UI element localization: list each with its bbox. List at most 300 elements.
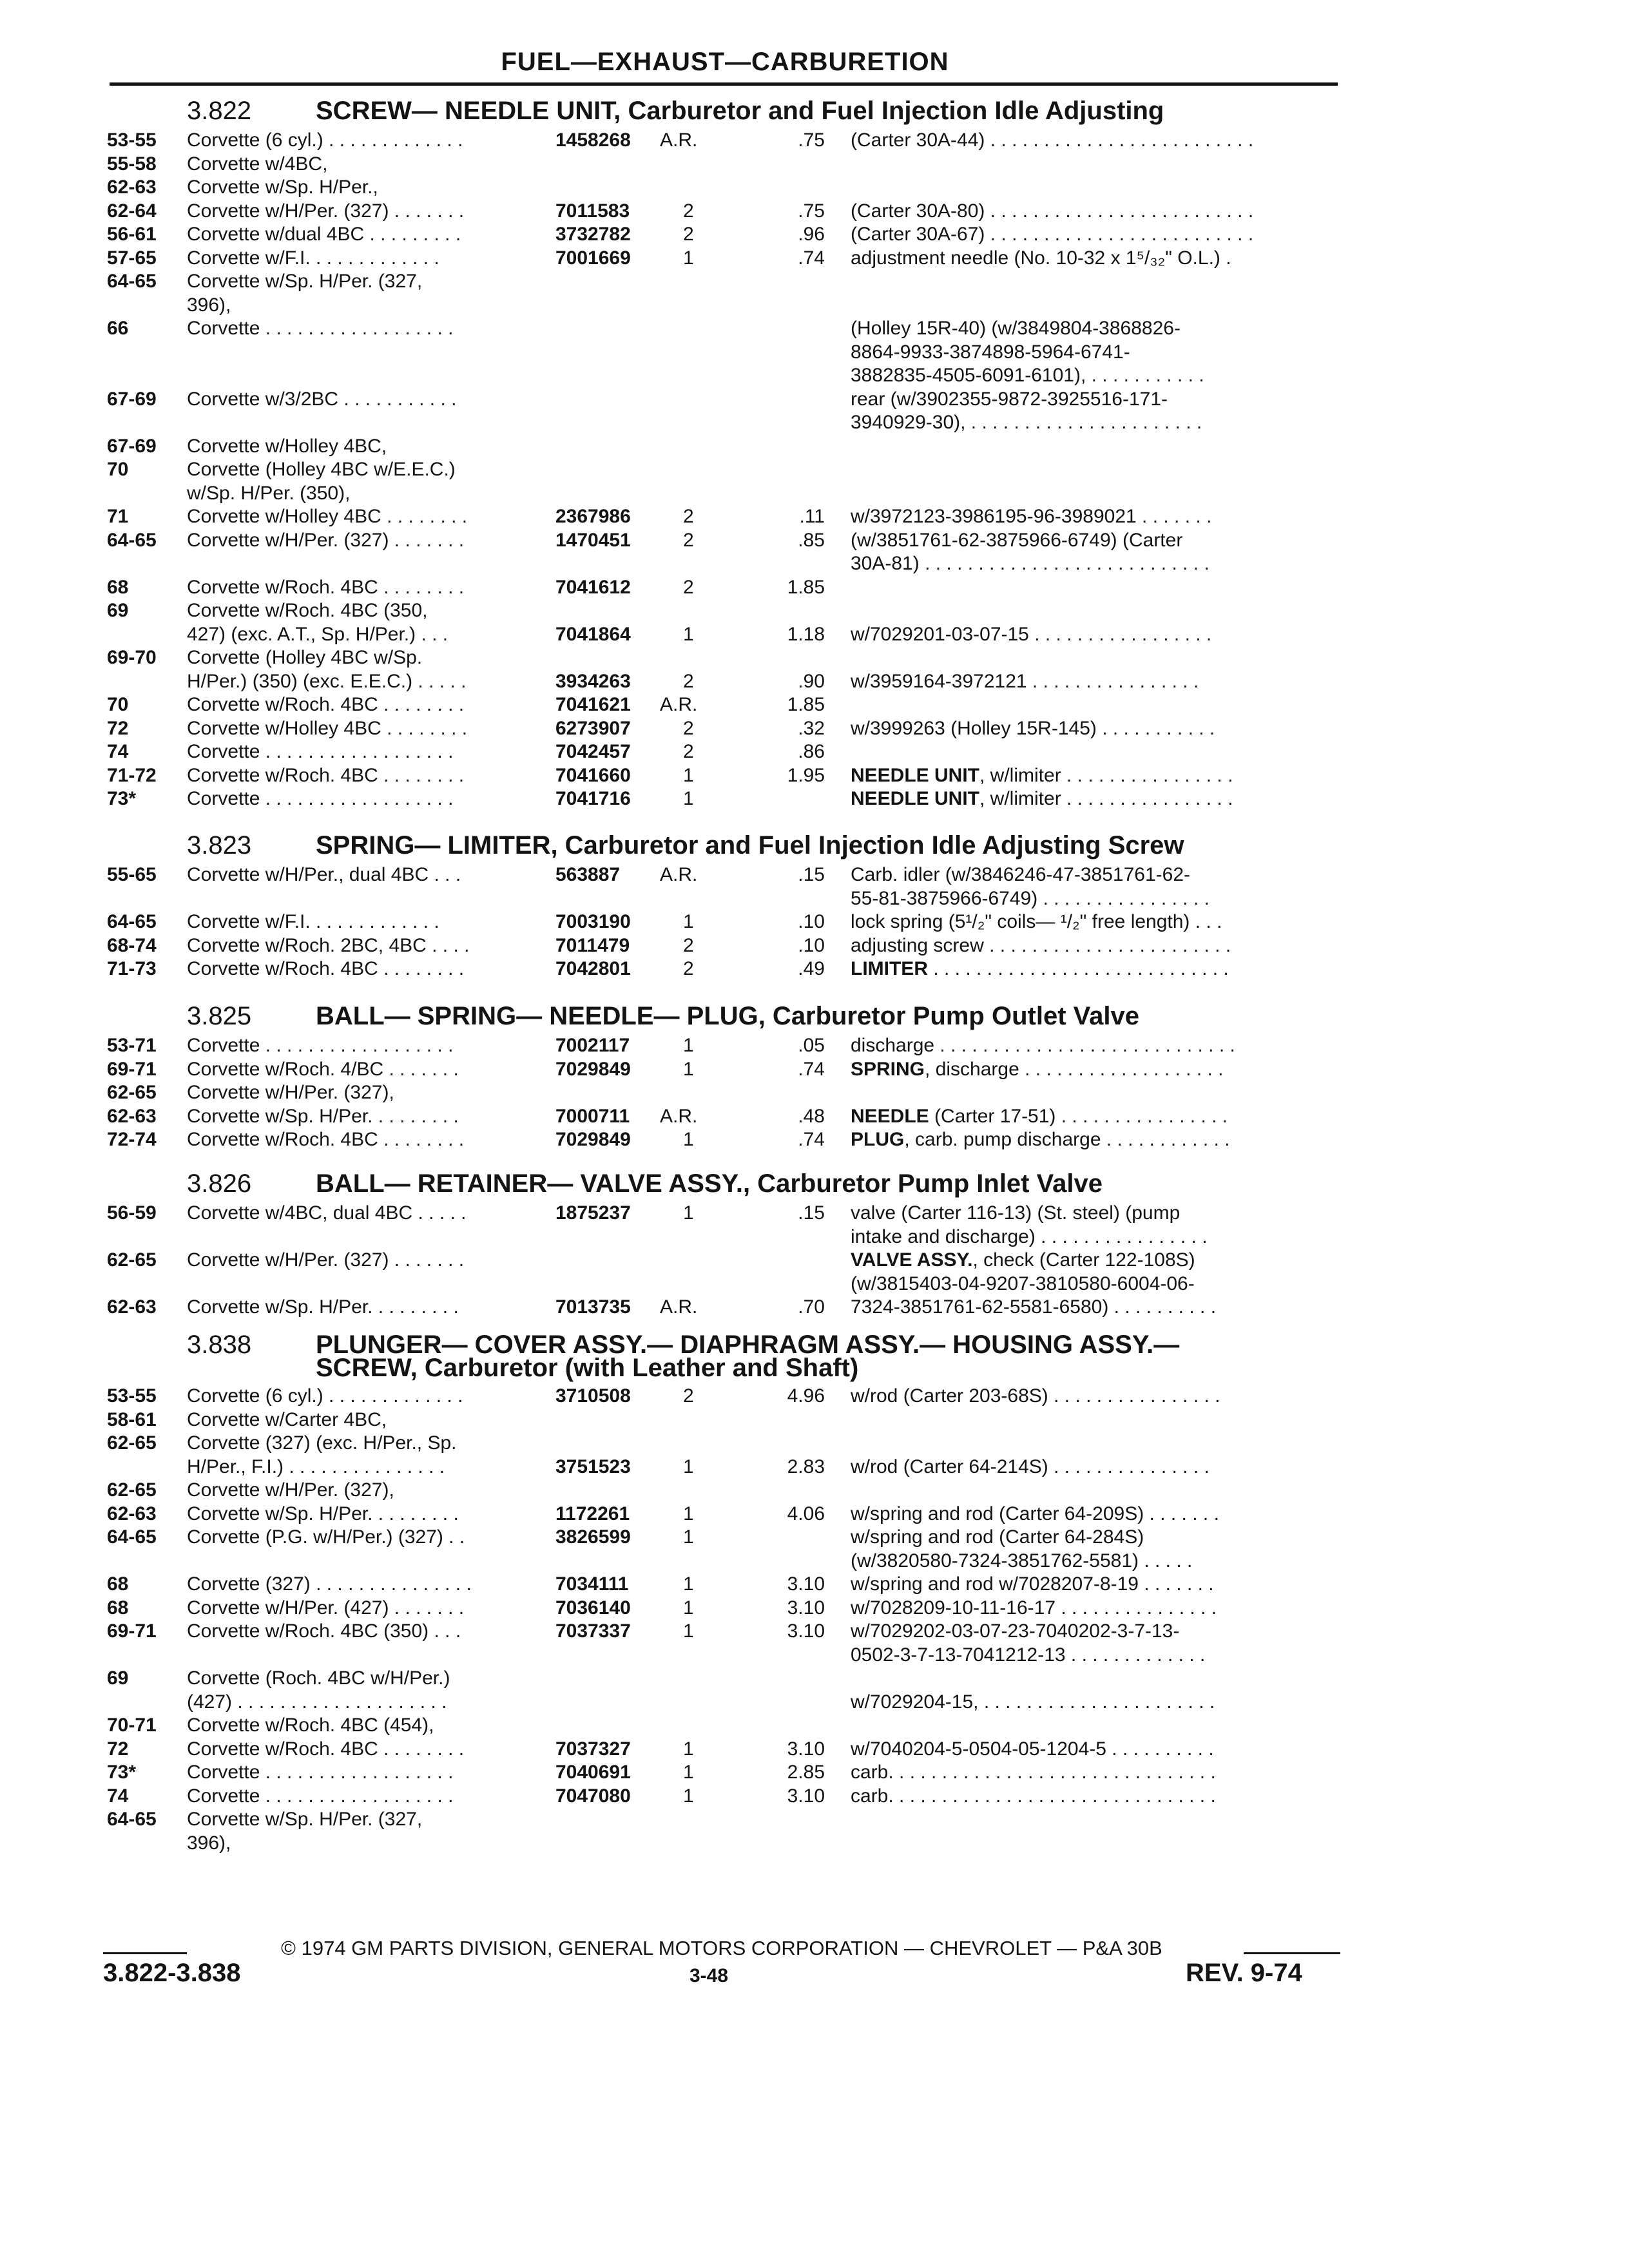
part-note: adjusting screw . . . . . . . . . . . . . . . . . . . . . . . [851, 934, 1231, 956]
part-row [0, 200, 1629, 223]
model-years: 56-59 [107, 1202, 157, 1224]
model-years: 68 [107, 1597, 129, 1619]
model-years: 62-65 [107, 1082, 157, 1103]
quantity: 1 [683, 1503, 694, 1524]
page-header: FUEL—EXHAUST—CARBURETION [501, 48, 949, 76]
part-note: w/rod (Carter 64-214S) . . . . . . . . . . . . . . . [851, 1456, 1210, 1477]
model-years: 69-71 [107, 1620, 157, 1642]
model-years: 64-65 [107, 911, 157, 932]
application: Corvette . . . . . . . . . . . . . . . . . . [187, 318, 454, 339]
part-note: PLUG, carb. pump discharge . . . . . . . . . . . . [851, 1129, 1230, 1150]
application: Corvette . . . . . . . . . . . . . . . . . . [187, 1762, 454, 1783]
model-years: 67-69 [107, 435, 157, 457]
part-row [0, 1597, 1629, 1620]
part-note: (w/3851761-62-3875966-6749) (Carter [851, 529, 1183, 551]
part-row [0, 910, 1629, 934]
list-price: 2.83 [787, 1456, 825, 1477]
model-years: 64-65 [107, 1526, 157, 1548]
application: Corvette w/3/2BC . . . . . . . . . . . [187, 388, 457, 410]
application: Corvette w/Sp. H/Per. . . . . . . . . [187, 1105, 459, 1127]
part-number: 7000711 [555, 1105, 630, 1127]
part-number: 7041621 [555, 694, 631, 715]
application: Corvette w/F.I. . . . . . . . . . . . . [187, 247, 439, 269]
application: Corvette (Roch. 4BC w/H/Per.) [187, 1667, 450, 1689]
application: Corvette w/Holley 4BC . . . . . . . . [187, 717, 468, 739]
application: H/Per.) (350) (exc. E.E.C.) . . . . . [187, 670, 467, 692]
list-price: 4.96 [787, 1385, 825, 1407]
list-price: .75 [798, 130, 825, 151]
model-years: 53-71 [107, 1035, 157, 1056]
application: Corvette . . . . . . . . . . . . . . . . . . [187, 1785, 454, 1807]
part-row [0, 1456, 1629, 1479]
part-number: 7034111 [555, 1573, 629, 1595]
part-number: 7029849 [555, 1129, 631, 1150]
model-years: 71-73 [107, 958, 157, 979]
part-row [0, 317, 1629, 340]
part-row [0, 552, 1629, 575]
model-years: 58-61 [107, 1408, 157, 1430]
part-note: w/spring and rod (Carter 64-209S) . . . . . . . [851, 1503, 1219, 1524]
model-years: 72 [107, 717, 129, 739]
application: Corvette w/Sp. H/Per., [187, 177, 378, 198]
part-row [0, 693, 1629, 716]
part-row [0, 623, 1629, 646]
model-years: 62-63 [107, 177, 157, 198]
quantity: 2 [683, 717, 694, 739]
application: Corvette w/Roch. 4BC . . . . . . . . [187, 694, 465, 715]
part-row [0, 1081, 1629, 1104]
part-row [0, 176, 1629, 199]
part-note: SPRING, discharge . . . . . . . . . . . . . . . . . . . [851, 1058, 1224, 1080]
quantity: 1 [683, 788, 694, 809]
part-note: w/7029204-15, . . . . . . . . . . . . . . . . . . . . . . [851, 1691, 1215, 1713]
part-number: 563887 [555, 864, 621, 885]
part-number: 7029849 [555, 1058, 631, 1080]
part-number: 7037327 [555, 1738, 631, 1760]
footer-copyright: © 1974 GM PARTS DIVISION, GENERAL MOTORS CORPORATION — CHEVROLET — P&A 30B [281, 1937, 1162, 1959]
model-years: 62-63 [107, 1503, 157, 1524]
part-note: discharge . . . . . . . . . . . . . . . . . . . . . . . . . . . . [851, 1035, 1235, 1056]
list-price: 3.10 [787, 1785, 825, 1807]
list-price: 3.10 [787, 1620, 825, 1642]
part-row [0, 364, 1629, 387]
model-years: 64-65 [107, 529, 157, 551]
quantity: A.R. [660, 864, 698, 885]
application: Corvette w/Sp. H/Per. . . . . . . . . [187, 1503, 459, 1524]
part-row [0, 223, 1629, 246]
part-note: w/3959164-3972121 . . . . . . . . . . . . . . . . [851, 670, 1199, 692]
part-number: 7047080 [555, 1785, 631, 1807]
part-number: 7036140 [555, 1597, 631, 1619]
model-years: 55-58 [107, 153, 157, 175]
part-note: carb. . . . . . . . . . . . . . . . . . . . . . . . . . . . . . . [851, 1762, 1216, 1783]
part-row [0, 1691, 1629, 1714]
application: Corvette w/dual 4BC . . . . . . . . . [187, 224, 461, 245]
application: Corvette w/H/Per. (427) . . . . . . . [187, 1597, 465, 1619]
model-years: 62-65 [107, 1432, 157, 1454]
part-note: w/7029202-03-07-23-7040202-3-7-13- [851, 1620, 1180, 1642]
part-row [0, 435, 1629, 458]
model-years: 62-63 [107, 1296, 157, 1318]
application: Corvette . . . . . . . . . . . . . . . . . . [187, 1035, 454, 1056]
quantity: 1 [683, 247, 694, 269]
part-note: (Carter 30A-80) . . . . . . . . . . . . . . . . . . . . . . . . . [851, 200, 1254, 222]
section-number: 3.838 [187, 1331, 252, 1359]
application: Corvette w/Roch. 4BC . . . . . . . . [187, 576, 465, 598]
application: Corvette w/H/Per., dual 4BC . . . [187, 864, 461, 885]
application: Corvette w/H/Per. (327), [187, 1479, 394, 1501]
part-note: intake and discharge) . . . . . . . . . . . . . . . . [851, 1225, 1208, 1247]
part-note: (Holley 15R-40) (w/3849804-3868826- [851, 318, 1181, 339]
part-number: 7001669 [555, 247, 631, 269]
application: Corvette w/Sp. H/Per. . . . . . . . . [187, 1296, 459, 1318]
part-row [0, 1105, 1629, 1128]
list-price: .70 [798, 1296, 825, 1318]
list-price: .10 [798, 911, 825, 932]
section-number: 3.825 [187, 1002, 252, 1030]
part-number: 2367986 [555, 506, 631, 527]
list-price: 3.10 [787, 1573, 825, 1595]
part-row [0, 1202, 1629, 1225]
application: Corvette w/4BC, [187, 153, 328, 175]
model-years: 62-65 [107, 1479, 157, 1501]
part-note: 0502-3-7-13-7041212-13 . . . . . . . . . . . . . [851, 1644, 1206, 1666]
model-years: 74 [107, 741, 129, 762]
model-years: 73* [107, 1762, 137, 1783]
part-note: w/spring and rod (Carter 64-284S) [851, 1526, 1144, 1548]
part-note: 3940929-30), . . . . . . . . . . . . . . . . . . . . . . [851, 412, 1202, 433]
section-title: BALL— RETAINER— VALVE ASSY., Carburetor Pump Inlet Valve [316, 1169, 1103, 1198]
part-row [0, 129, 1629, 152]
model-years: 68-74 [107, 934, 157, 956]
list-price: .90 [798, 670, 825, 692]
part-note: LIMITER . . . . . . . . . . . . . . . . . . . . . . . . . . . . [851, 958, 1229, 979]
list-price: .85 [798, 529, 825, 551]
model-years: 69-70 [107, 647, 157, 668]
model-years: 55-65 [107, 864, 157, 885]
application: Corvette w/Roch. 4BC . . . . . . . . [187, 958, 465, 979]
part-note: Carb. idler (w/3846246-47-3851761-62- [851, 864, 1190, 885]
model-years: 62-64 [107, 200, 157, 222]
part-note: carb. . . . . . . . . . . . . . . . . . . . . . . . . . . . . . . [851, 1785, 1216, 1807]
application: Corvette w/H/Per. (327) . . . . . . . [187, 529, 465, 551]
part-number: 1458268 [555, 130, 631, 151]
part-number: 3934263 [555, 670, 631, 692]
model-years: 53-55 [107, 1385, 157, 1407]
part-row [0, 1573, 1629, 1596]
part-row [0, 1832, 1629, 1855]
model-years: 74 [107, 1785, 129, 1807]
part-note: (w/3815403-04-9207-3810580-6004-06- [851, 1273, 1195, 1294]
application: 396), [187, 1832, 231, 1854]
quantity: A.R. [660, 1105, 698, 1127]
part-number: 7013735 [555, 1296, 631, 1318]
section-number: 3.826 [187, 1169, 252, 1198]
quantity: 2 [683, 958, 694, 979]
application: Corvette w/H/Per. (327) . . . . . . . [187, 1249, 465, 1271]
list-price: .96 [798, 224, 825, 245]
part-row [0, 1785, 1629, 1808]
application: Corvette w/Holley 4BC . . . . . . . . [187, 506, 468, 527]
part-number: 7041864 [555, 623, 631, 645]
application: Corvette (327) . . . . . . . . . . . . . . . [187, 1573, 472, 1595]
quantity: 2 [683, 1385, 694, 1407]
application: Corvette w/Sp. H/Per. (327, [187, 1809, 423, 1830]
application: Corvette w/Roch. 4BC . . . . . . . . [187, 1129, 465, 1150]
list-price: .32 [798, 717, 825, 739]
part-note: rear (w/3902355-9872-3925516-171- [851, 388, 1168, 410]
application: Corvette w/Roch. 4BC (454), [187, 1715, 434, 1736]
part-row [0, 1432, 1629, 1455]
part-note: w/7028209-10-11-16-17 . . . . . . . . . . . . . . . [851, 1597, 1217, 1619]
footer-section-range: 3.822-3.838 [103, 1959, 241, 1987]
application: Corvette w/Roch. 4BC (350) . . . [187, 1620, 461, 1642]
part-note: w/rod (Carter 203-68S) . . . . . . . . . . . . . . . . [851, 1385, 1220, 1407]
part-number: 7011479 [555, 934, 630, 956]
application: Corvette w/F.I. . . . . . . . . . . . . [187, 911, 439, 932]
part-note: (w/3820580-7324-3851762-5581) . . . . . [851, 1550, 1193, 1571]
part-number: 3732782 [555, 224, 631, 245]
application: Corvette . . . . . . . . . . . . . . . . . . [187, 741, 454, 762]
part-note: lock spring (5¹/₂" coils— ¹/₂" free length) . . . [851, 911, 1222, 932]
list-price: .15 [798, 1202, 825, 1224]
quantity: 2 [683, 224, 694, 245]
part-number: 3826599 [555, 1526, 631, 1548]
application: Corvette . . . . . . . . . . . . . . . . . . [187, 788, 454, 809]
application: H/Per., F.I.) . . . . . . . . . . . . . . . [187, 1456, 445, 1477]
application: Corvette w/Roch. 4/BC . . . . . . . [187, 1058, 459, 1080]
part-number: 1875237 [555, 1202, 631, 1224]
section-title-continued: SCREW, Carburetor (with Leather and Shaft) [316, 1354, 859, 1382]
section-title: BALL— SPRING— NEEDLE— PLUG, Carburetor Pump Outlet Valve [316, 1002, 1139, 1030]
part-row [0, 1738, 1629, 1761]
part-note: (Carter 30A-67) . . . . . . . . . . . . . . . . . . . . . . . . . [851, 224, 1254, 245]
part-note: w/7040204-5-0504-05-1204-5 . . . . . . . . . . [851, 1738, 1214, 1760]
part-row [0, 1644, 1629, 1667]
part-number: 7041660 [555, 764, 631, 786]
model-years: 57-65 [107, 247, 157, 269]
application: Corvette w/H/Per. (327) . . . . . . . [187, 200, 465, 222]
quantity: A.R. [660, 130, 698, 151]
quantity: 2 [683, 741, 694, 762]
part-row [0, 458, 1629, 481]
model-years: 64-65 [107, 1809, 157, 1830]
quantity: 1 [683, 764, 694, 786]
application: Corvette w/4BC, dual 4BC . . . . . [187, 1202, 467, 1224]
model-years: 67-69 [107, 388, 157, 410]
quantity: 1 [683, 1526, 694, 1548]
quantity: 1 [683, 1456, 694, 1477]
part-row [0, 887, 1629, 910]
part-note: adjustment needle (No. 10-32 x 1⁵/₃₂" O.L.) . [851, 247, 1231, 269]
part-row [0, 388, 1629, 411]
list-price: .10 [798, 934, 825, 956]
list-price: 4.06 [787, 1503, 825, 1524]
quantity: 1 [683, 1620, 694, 1642]
part-row [0, 934, 1629, 957]
list-price: 1.18 [787, 623, 825, 645]
part-note: valve (Carter 116-13) (St. steel) (pump [851, 1202, 1181, 1224]
quantity: 2 [683, 670, 694, 692]
model-years: 66 [107, 318, 129, 339]
model-years: 72 [107, 1738, 129, 1760]
part-row [0, 670, 1629, 693]
part-row [0, 1385, 1629, 1408]
section-title: SCREW— NEEDLE UNIT, Carburetor and Fuel Injection Idle Adjusting [316, 97, 1164, 125]
application: Corvette w/Sp. H/Per. (327, [187, 271, 423, 292]
part-number: 7011583 [555, 200, 630, 222]
model-years: 69 [107, 600, 129, 621]
part-number: 6273907 [555, 717, 631, 739]
part-note: w/3999263 (Holley 15R-145) . . . . . . . . . . . [851, 717, 1215, 739]
section-number: 3.823 [187, 831, 252, 860]
part-row [0, 764, 1629, 787]
quantity: A.R. [660, 1296, 698, 1318]
application: Corvette w/Carter 4BC, [187, 1408, 387, 1430]
list-price: .75 [798, 200, 825, 222]
part-note: NEEDLE (Carter 17-51) . . . . . . . . . . . . . . . . [851, 1105, 1228, 1127]
footer-rule-right [1244, 1952, 1340, 1954]
part-row [0, 717, 1629, 740]
quantity: 1 [683, 1129, 694, 1150]
list-price: 3.10 [787, 1738, 825, 1760]
model-years: 70-71 [107, 1715, 157, 1736]
application: Corvette w/Roch. 4BC (350, [187, 600, 428, 621]
part-row [0, 1808, 1629, 1831]
list-price: .49 [798, 958, 825, 979]
list-price: 1.95 [787, 764, 825, 786]
quantity: 1 [683, 911, 694, 932]
part-row [0, 1273, 1629, 1296]
model-years: 64-65 [107, 271, 157, 292]
footer-rule-left [103, 1952, 187, 1954]
model-years: 71-72 [107, 764, 157, 786]
quantity: 1 [683, 1738, 694, 1760]
quantity: A.R. [660, 694, 698, 715]
list-price: .74 [798, 1129, 825, 1150]
quantity: 1 [683, 1785, 694, 1807]
part-note: 7324-3851761-62-5581-6580) . . . . . . . . . . [851, 1296, 1217, 1318]
application: Corvette (Holley 4BC w/E.E.C.) [187, 459, 456, 480]
application: Corvette w/Roch. 2BC, 4BC . . . . [187, 934, 470, 956]
application: w/Sp. H/Per. (350), [187, 482, 351, 504]
part-row [0, 957, 1629, 981]
quantity: 1 [683, 1597, 694, 1619]
part-row [0, 1128, 1629, 1151]
application: Corvette (6 cyl.) . . . . . . . . . . . . . [187, 130, 463, 151]
section-title: PLUNGER— COVER ASSY.— DIAPHRAGM ASSY.— HOUSING ASSY.— [316, 1331, 1180, 1359]
part-number: 7002117 [555, 1035, 630, 1056]
part-number: 7042457 [555, 741, 631, 762]
part-number: 7037337 [555, 1620, 631, 1642]
part-row [0, 1526, 1629, 1549]
application: Corvette (327) (exc. H/Per., Sp. [187, 1432, 457, 1454]
model-years: 69-71 [107, 1058, 157, 1080]
application: (427) . . . . . . . . . . . . . . . . . . . . [187, 1691, 447, 1713]
quantity: 2 [683, 576, 694, 598]
list-price: .74 [798, 247, 825, 269]
list-price: 2.85 [787, 1762, 825, 1783]
part-row [0, 863, 1629, 887]
part-row [0, 646, 1629, 669]
model-years: 56-61 [107, 224, 157, 245]
part-number: 7042801 [555, 958, 631, 979]
application: Corvette w/Roch. 4BC . . . . . . . . [187, 764, 465, 786]
quantity: 2 [683, 506, 694, 527]
part-row [0, 482, 1629, 505]
model-years: 73* [107, 788, 137, 809]
application: Corvette w/H/Per. (327), [187, 1082, 394, 1103]
application: Corvette (Holley 4BC w/Sp. [187, 647, 423, 668]
part-row [0, 1761, 1629, 1784]
quantity: 1 [683, 1202, 694, 1224]
model-years: 69 [107, 1667, 129, 1689]
model-years: 62-65 [107, 1249, 157, 1271]
part-row [0, 1479, 1629, 1502]
part-row [0, 1034, 1629, 1057]
footer-page-number: 3-48 [689, 1965, 729, 1986]
model-years: 72-74 [107, 1129, 157, 1150]
model-years: 62-63 [107, 1105, 157, 1127]
part-row [0, 411, 1629, 434]
footer-revision: REV. 9-74 [1186, 1959, 1302, 1987]
part-row [0, 1058, 1629, 1081]
list-price: 3.10 [787, 1597, 825, 1619]
part-row [0, 599, 1629, 622]
part-row [0, 1667, 1629, 1690]
quantity: 1 [683, 1035, 694, 1056]
list-price: 1.85 [787, 694, 825, 715]
section-title: SPRING— LIMITER, Carburetor and Fuel Injection Idle Adjusting Screw [316, 831, 1184, 860]
model-years: 53-55 [107, 130, 157, 151]
application: Corvette (P.G. w/H/Per.) (327) . . [187, 1526, 465, 1548]
list-price: 1.85 [787, 576, 825, 598]
model-years: 68 [107, 1573, 129, 1595]
part-row [0, 740, 1629, 764]
list-price: .05 [798, 1035, 825, 1056]
part-note: VALVE ASSY., check (Carter 122-108S) [851, 1249, 1195, 1271]
part-number: 7041716 [555, 788, 631, 809]
list-price: .86 [798, 741, 825, 762]
part-number: 1470451 [555, 529, 631, 551]
part-row [0, 1503, 1629, 1526]
part-row [0, 1225, 1629, 1249]
application: Corvette w/Roch. 4BC . . . . . . . . [187, 1738, 465, 1760]
application: Corvette w/Holley 4BC, [187, 435, 387, 457]
application: 396), [187, 294, 231, 316]
model-years: 70 [107, 694, 129, 715]
part-number: 3710508 [555, 1385, 631, 1407]
part-number: 7041612 [555, 576, 631, 598]
part-number: 7003190 [555, 911, 631, 932]
part-row [0, 1620, 1629, 1643]
part-note: NEEDLE UNIT, w/limiter . . . . . . . . . . . . . . . . [851, 764, 1233, 786]
part-number: 7040691 [555, 1762, 631, 1783]
list-price: .15 [798, 864, 825, 885]
part-row [0, 787, 1629, 811]
application: 427) (exc. A.T., Sp. H/Per.) . . . [187, 623, 448, 645]
part-row [0, 1296, 1629, 1319]
model-years: 71 [107, 506, 129, 527]
part-row [0, 247, 1629, 270]
part-row [0, 1249, 1629, 1272]
part-note: 3882835-4505-6091-6101), . . . . . . . . . . . [851, 365, 1204, 386]
part-note: w/3972123-3986195-96-3989021 . . . . . . . [851, 506, 1212, 527]
part-note: NEEDLE UNIT, w/limiter . . . . . . . . . . . . . . . . [851, 788, 1233, 809]
quantity: 2 [683, 200, 694, 222]
part-number: 3751523 [555, 1456, 631, 1477]
list-price: .48 [798, 1105, 825, 1127]
